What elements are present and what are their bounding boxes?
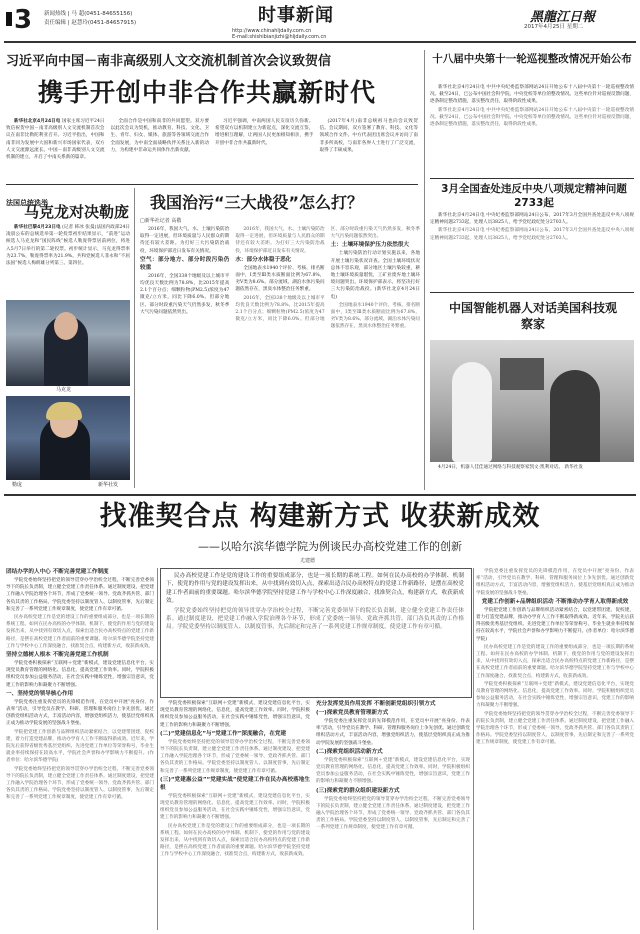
lead-col-1: 国家主席习近平24日致信祝贺中国－南非高级别人文交流机制首次会议在南非比勒陀利亚召开。习近平指出，中国和南非同为发展中大国和新兴市场国家代表，双方人文交流源远流长。中国－南非高级别人文交流机制的建立，开启了中南关系新的篇章。 [6, 119, 105, 161]
party-col1-head-1: 团结办学的人中心 不断完善党建工作制度 [6, 569, 109, 575]
party-subtitle: ——以哈尔滨华德学院为例谈民办高校党建工作的创新 [198, 540, 462, 553]
party-col1-para-3: 学院党委注重发挥党员的先锋模范作用，在党员中开展“亮身份、作表率”活动，引导党员在教学、科研、管理和服务岗位上争先创优。通过创新党组织活动方式，丰富活动内容，增强党组织活力，使基层党组织真正成为推动学院发展的坚强战斗堡垒。 [6, 699, 154, 727]
sidebar-1-text: 新华社北京4月24日电 中共中央纪委监察部网站24日开始公布十八届中央第十一轮巡视整改情况。截至24日，已公布中国社会科学院、中央党校等单位的整改情况。这些单位针对巡视反馈问题，逐条制定整改措施，落实整改责任，取得阶段性成果。 [430, 85, 634, 105]
party-col1-head-2: 坚持立德树人根本 不断完善党建工作机制 [6, 652, 109, 659]
section-title: 时事新闻 [258, 5, 334, 26]
upper-lower-divider [4, 494, 636, 496]
party-divider-1 [157, 568, 158, 930]
france-dateline: 新华社巴黎4月23日电 [14, 225, 61, 230]
robot-credit: 新华社发 [564, 465, 583, 470]
sidebar-1-body [430, 84, 634, 174]
party-col-2 [160, 700, 310, 930]
screen-shape [500, 358, 544, 390]
paper-name: 黑龍江日報 [530, 10, 596, 25]
sidebar-2-text-cont: 新华社北京4月24日电 中央纪委监察部网站24日公布，2017年3月全国共查处违反中央八项规定精神问题2733起，处理人员3825人，给予党纪政纪处分2703人。 [430, 228, 634, 241]
page-number: 3 [14, 5, 33, 35]
party-col4-para-0: 学院党委注重发挥党员的先锋模范作用，在党员中开展“亮身份、作表率”活动，引导党员在教学、科研、管理和服务岗位上争先创优。通过创新党组织活动方式，丰富活动内容，增强党组织活力，使基层党组织真正成为推动学院发展的坚强战斗堡垒。 [476, 569, 634, 596]
pollution-para-1: 2016年，我国大气、水、土壤污染防治取得一定进展，但环境质量与人民群众的期待还有较大差距。为打好三大污染防治战役，环境保护部近日发布有关情况。 [140, 227, 230, 254]
party-intro [166, 572, 464, 692]
contact-line-2: 责任编辑 | 赵慧玲(0451-84657915) [44, 20, 137, 26]
party-col2-para-2: 学院党委始终坚持把党的领导贯穿办学治校全过程，不断完善党委领导下的院长负责制，建立健全党建工作责任体系。通过制度建设，把党建工作融入学院治理各个环节，形成了党委统一领导、党政齐抓共管、部门各负其责的工作格局。学院党委坚持以制度管人、以制度管事，先后制定和完善了一系列党建工作规章制度，使党建工作有章可循。 [160, 739, 310, 774]
party-col-1 [6, 568, 154, 930]
lead-kicker: 习近平向中国－南非高级别人文交流机制首次会议致贺信 [6, 54, 332, 69]
party-divider-2 [473, 568, 474, 930]
lead-headline: 携手开创中非合作共赢新时代 [38, 78, 377, 107]
macron-photo [6, 300, 130, 386]
party-col2-para-1: 学院党委积极探索“互联网＋党建”新模式，建设党建信息化平台，实现党员教育管理的网络化、信息化，提高党建工作效率。同时，学院积极组织党员参加公益服务活动，在社会实践中锤炼党性，增强宗旨意识，党建工作的影响力和凝聚力不断增强。 [160, 701, 310, 728]
pollution-para-2: 2016年，全国338个地级及以上城市平均优良天数比例为78.8%，比2015年提高2.1个百分点；细颗粒物(PM2.5)浓度为47微克/立方米，同比下降6.0%。但部分地区、部分时段重污染天气仍然多发，秋冬季大气污染问题依然突出。 [140, 273, 230, 315]
france-label-box [6, 190, 126, 207]
sidebar-3-headline: 中国智能机器人对话美国科技观察家 [448, 301, 617, 331]
pollution-para-3: 全国地表水1940个评价、考核、排名断面中，Ⅰ类至Ⅲ类水质断面比例为67.8%，劣Ⅴ类为8.6%。部分流域、湖泊水体污染问题依然存在，黑臭水体整治任务繁重。 [235, 265, 325, 293]
party-col3-para-3: 学院党委始终坚持把党的领导贯穿办学治校全过程，不断完善党委领导下的院长负责制，建立健全党建工作责任体系。通过制度建设，把党建工作融入学院治理各个环节，形成了党委统一领导、党政齐抓共管、部门各负其责的工作格局。学院党委坚持以制度管人、以制度管事，先后制定和完善了一系列党建工作规章制度，使党建工作有章可循。 [316, 796, 470, 831]
pollution-sub-water: 水：部分水体稳于恶化 [235, 256, 292, 263]
pollution-sub-air: 空气：部分地方、部分时段污染仍较重 [140, 256, 230, 271]
party-col2-para-3: 学院党委积极探索“互联网＋党建”新模式，建设党建信息化平台，实现党员教育管理的网络化、信息化，提高党建工作效率。同时，学院积极组织党员参加公益服务活动，在社会实践中锤炼党性，增强宗旨意识，党建工作的影响力和凝聚力不断增强。 [160, 793, 310, 821]
lead-col-2: 全面合作是中国和南非的共同愿望。双方要以此次会议为契机，推动教育、科技、文化、卫生、青年、妇女、媒体、旅游等各领域交流合作全面发展，为中南全面战略伙伴关系注入新的动力，为构建中非命运共同体作出新贡献。 [110, 119, 209, 153]
robot-caption-text: 4月24日，机器人佳佳通过网络与科技观察家凯文·凯利对话。 [438, 465, 564, 470]
person-figure [550, 370, 600, 462]
party-col1-para-2: 学院党委积极探索“互联网＋党建”新模式，建设党建信息化平台，实现党员教育管理的网络化、信息化，提高党建工作效率。同时，学院积极组织党员参加公益服务活动，在社会实践中锤炼党性，增强宗旨意识，党建工作的影响力和凝聚力不断增强。 [6, 661, 154, 688]
party-col4-para-2: 民办高校党建工作是党的建设工作的重要组成部分，也是一项长期的系统工程。如何在民办高校的办学体制、机制下，使党的作用与党的建设发挥出来，从中找到有效切入点，探索出适合民办高校特点的党建工作新路径，是摆在高校党建工作者面前的重要课题。哈尔滨华德学院坚持党建工作与学校中心工作深度融合，找准契合点，构建新方式，收获新成效。 [476, 644, 634, 679]
party-col3-head-2: (一)探索党员教育管理新方式 [316, 710, 389, 716]
lepen-caption: 勒庞 [12, 482, 23, 488]
party-col3-para-2: 学院党委积极探索“互联网＋党建”新模式，建设党建信息化平台，实现党员教育管理的网络化、信息化，提高党建工作效率。同时，学院积极组织党员参加公益服务活动，在社会实践中锤炼党性，增强宗旨意识，党建工作的影响力和凝聚力不断增强。 [316, 757, 470, 785]
pollution-byline: □新华社记者 高敬 [140, 218, 182, 224]
party-byline: 尤建德 [300, 558, 316, 564]
party-col-3 [316, 700, 470, 930]
sidebar-rule-2 [430, 292, 634, 293]
party-col-4 [476, 568, 634, 930]
lead-col-3: 习近平强调，中南两国人民友谊历久弥新。希望双方以机制建立为新起点，深化交流互鉴，增进相互理解，让两国人民更加相知相亲，携手开创中非合作共赢新时代。 [215, 119, 314, 146]
masthead-rule [4, 41, 636, 43]
pollution-headline: 我国治污“三大战役”怎么打？ [150, 193, 364, 212]
france-text: (记者 韩冰 张曼)法国内政部24日凌晨公布的总统选举第一轮投票初步结果显示，“前进”运动候选人马克龙和“国民阵线”候选人勒庞得票居前两位，将进入5月7日举行的第二轮投票。初步统计显示，马克龙得票率为23.7%，勒庞得票率为21.9%。共和党候选人菲永和“不屈法国”候选人梅朗雄分列第三、第四位。 [6, 225, 130, 267]
macron-caption: 马克龙 [56, 387, 72, 393]
party-col3-para-1: 学院党委注重发挥党员的先锋模范作用，在党员中开展“亮身份、作表率”活动，引导党员在教学、科研、管理和服务岗位上争先创优。通过创新党组织活动方式，丰富活动内容，增强党组织活力，使基层党组织真正成为推动学院发展的坚强战斗堡垒。 [316, 719, 470, 746]
lepen-photo [6, 396, 130, 480]
france-headline: 马克龙对决勒庞 [24, 203, 130, 221]
divider-2 [424, 50, 425, 490]
party-col3-head-1: 充分发挥党员作用发挥 不断创新党组织引领方式 [316, 701, 436, 707]
party-col3-head-3: (二)探索党组织活动新方式 [316, 748, 383, 755]
page-number-mark [6, 12, 12, 26]
sidebar-rule-1 [430, 178, 634, 179]
lead-body [6, 118, 418, 182]
party-col1-head-3: 一、坚持党的领导核心作用 [6, 690, 74, 697]
pollution-para-4: 土壤污染防治行动计划实施以来，各地开展土壤污染状况详查。全国土壤环境状况总体不容乐观，部分地区土壤污染较重，耕地土壤环境质量堪忧，工矿业废弃地土壤环境问题突出。环境保护部表示，将坚决打好三大污染防治战役。(新华社北京4月24日电) [330, 251, 420, 300]
france-box-label: 法国总统选举 [6, 199, 48, 207]
lepen-hair [46, 402, 82, 420]
email: E-mail:shishibianjizhi@hljdaily.com.cn [232, 34, 327, 40]
divider-1 [134, 188, 135, 488]
lead-bottom-rule [6, 184, 418, 185]
sidebar-1-text-cont: 新华社北京4月24日电 中共中央纪委监察部网站24日开始公布十八届中央第十一轮巡视整改情况。截至24日，已公布中国社会科学院、中央党校等单位的整改情况。这些单位针对巡视反馈问题，逐条制定整改措施，落实整改责任，取得阶段性成果。 [430, 107, 634, 128]
party-col4-para-3: 学院党委积极探索“互联网＋党建”新模式，建设党建信息化平台，实现党员教育管理的网络化、信息化，提高党建工作效率。同时，学院积极组织党员参加公益服务活动，在社会实践中锤炼党性，增强宗旨意识，党建工作的影响力和凝聚力不断增强。 [476, 681, 634, 709]
lead-col-4: (2017年4月)南非总统祖马也向会议致贺信。会议期间，双方签署了教育、科技、文化等领域合作文件。中方代表团出席会议并访问了南非多所高校，与南非各界人士进行了广泛交流，取得了丰硕成果。 [319, 119, 418, 153]
pollution-para-4b: 全国地表水1940个评价、考核、排名断面中，Ⅰ类至Ⅲ类水质断面比例为67.8%，劣Ⅴ类为8.6%。部分流域、湖泊水体污染问题依然存在，黑臭水体整治任务繁重。 [330, 302, 420, 330]
sidebar-2-text: 新华社北京4月24日电 中央纪委监察部网站24日公布，2017年3月全国共查处违反中央八项规定精神问题2733起，处理人员3825人，给予党纪政纪处分2703人。 [430, 213, 634, 226]
party-col4-head-1: 党建工作创新+品牌组织活动 不断推动办学育人取得新成效 [481, 598, 629, 605]
macron-face [54, 312, 78, 340]
party-col4-para-4: 学院党委始终坚持把党的领导贯穿办学治校全过程，不断完善党委领导下的院长负责制，建立健全党建工作责任体系。通过制度建设，把党建工作融入学院治理各个环节，形成了党委统一领导、党政齐抓共管、部门各负其责的工作格局。学院党委坚持以制度管人、以制度管事，先后制定和完善了一系列党建工作规章制度，使党建工作有章可循。 [476, 711, 634, 746]
party-col2-head-1: (二)“党建信息化”与“党建工作”深度融合，在党建 [160, 730, 287, 737]
party-col1-para-1: 学院党委始终坚持把党的领导贯穿办学治校全过程，不断完善党委领导下的院长负责制，建立健全党建工作责任体系。通过制度建设，把党建工作融入学院治理各个环节，形成了党委统一领导、党政齐抓共管、部门各负其责的工作格局。学院党委坚持以制度管人、以制度管事，先后制定和完善了一系列党建工作规章制度，使党建工作有章可循。 [6, 578, 154, 612]
party-col2-para-4: 民办高校党建工作是党的建设工作的重要组成部分，也是一项长期的系统工程。如何在民办高校的办学体制、机制下，使党的作用与党的建设发挥出来，从中找到有效切入点，探索出适合民办高校特点的党建工作新路径，是摆在高校党建工作者面前的重要课题。哈尔滨华德学院坚持党建工作与学校中心工作深度融合，找准契合点，构建新方式，收获新成效。 [160, 823, 310, 858]
party-col1-para-1b: 民办高校党建工作是党的建设工作的重要组成部分，也是一项长期的系统工程。如何在民办高校的办学体制、机制下，使党的作用与党的建设发挥出来，从中找到有效切入点，探索出适合民办高校特点的党建工作新路径，是摆在高校党建工作者面前的重要课题。哈尔滨华德学院坚持党建工作与学校中心工作深度融合，找准契合点，构建新方式，收获新成效。 [6, 615, 154, 649]
issue-date: 2017年4月25日 星期二 [524, 24, 584, 30]
masthead [0, 0, 640, 40]
lead-dateline: 新华社北京4月24日电 [14, 119, 61, 124]
france-credit: 新华社发 [98, 482, 119, 488]
pollution-sub-soil: 土：土壤环境保护压力依然很大 [330, 242, 409, 249]
robot-photo [430, 340, 634, 462]
pollution-para-2b: 2016年，我国大气、水、土壤污染防治取得一定进展，但环境质量与人民群众的期待还有较大差距。为打好三大污染防治战役，环境保护部近日发布有关情况。 [235, 227, 325, 254]
party-intro-text-cont: 学院党委始终坚持把党的领导贯穿办学治校全过程，不断完善党委领导下的院长负责制，建立健全党建工作责任体系。通过制度建设，把党建工作融入学院治理各个环节，形成了党委统一领导、党政齐抓共管、部门各负其责的工作格局。学院党委坚持以制度管人、以制度管事，先后制定和完善了一系列党建工作规章制度，使党建工作有章可循。 [166, 607, 464, 631]
party-intro-text: 民办高校党建工作是党的建设工作的重要组成部分，也是一项长期的系统工程。如何在民办高校的办学体制、机制下，使党的作用与党的建设发挥出来，从中找到有效切入点，探索出适合民办高校特点的党建工作新路径，是摆在高校党建工作者面前的重要课题。哈尔滨华德学院坚持党建工作与学校中心工作深度融合，找准契合点，构建新方式，收获新成效。 [166, 573, 464, 605]
sidebar-2-headline: 3月全国查处违反中央八项规定精神问题2733起 [441, 183, 627, 209]
robot-figure [452, 362, 492, 462]
pollution-body [140, 226, 420, 492]
party-col3-head-4: (三)探索党的群众组织建设新方式 [316, 787, 400, 794]
party-col4-para-1: 学院把党建工作创新与品牌组织活动紧密结合，以党建带团建、促校建，着力打造党建品牌，推动办学育人工作不断取得新成效。近年来，学院先后获得省级优秀基层党组织、先进党建工作单位等荣誉称号，毕业生就业率持续保持在较高水平，学院社会声誉和办学影响力不断提升。(作者单位：哈尔滨华德学院) [476, 607, 634, 642]
party-col2-head-2: (三)“党建惠公益”“党建实战”使党建工作在民办高校落地生根 [160, 776, 310, 791]
pollution-para-3b: 2016年，全国338个地级及以上城市平均优良天数比例为78.8%，比2015年提高2.1个百分点；细颗粒物(PM2.5)浓度为47微克/立方米，同比下降6.0%。但部分地区、部分时段重污染天气仍然多发，秋冬季大气污染问题依然突出。 [235, 227, 420, 323]
party-col1-para-3c: 学院党委始终坚持把党的领导贯穿办学治校全过程，不断完善党委领导下的院长负责制，建立健全党建工作责任体系。通过制度建设，把党建工作融入学院治理各个环节，形成了党委统一领导、党政齐抓共管、部门各负其责的工作格局。学院党委坚持以制度管人、以制度管事，先后制定和完善了一系列党建工作规章制度，使党建工作有章可循。 [6, 766, 154, 801]
france-body [6, 224, 130, 296]
sidebar-1-headline: 十八届中央第十一轮巡视整改情况开始公布 [432, 53, 632, 65]
website: http://www.chinahljdaily.com.cn [232, 28, 312, 34]
party-col1-para-3b: 学院把党建工作创新与品牌组织活动紧密结合，以党建带团建、促校建，着力打造党建品牌，推动办学育人工作不断取得新成效。近年来，学院先后获得省级优秀基层党组织、先进党建工作单位等荣誉称号，毕业生就业率持续保持在较高水平，学院社会声誉和办学影响力不断提升。(作者单位：哈尔滨华德学院) [6, 729, 154, 764]
party-headline: 找准契合点 构建新方式 收获新成效 [99, 501, 541, 532]
robot-caption [430, 464, 634, 488]
sidebar-2-body [430, 212, 634, 288]
contact-line-1: 新闻热线 | 马 超(0451-84655156) [44, 11, 133, 17]
